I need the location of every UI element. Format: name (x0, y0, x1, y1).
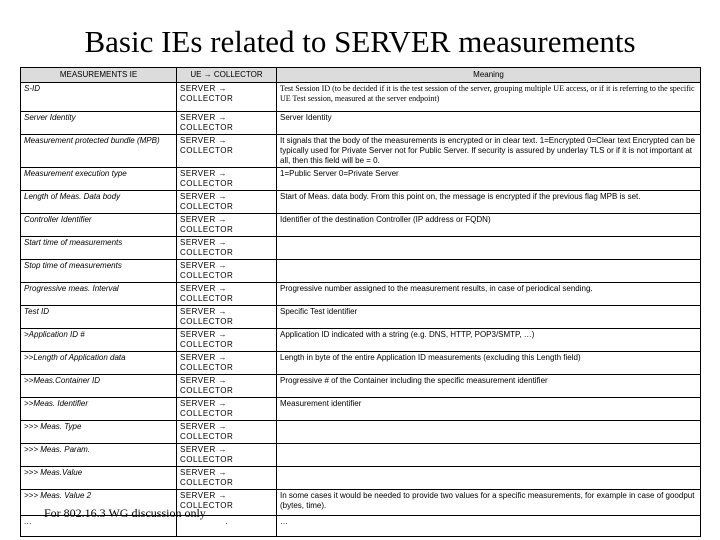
direction-cell: SERVER → COLLECTOR (177, 260, 277, 283)
table-row (21, 467, 701, 490)
meaning-cell: Progressive # of the Container including the specific measurement identifier (277, 375, 701, 398)
direction-cell: SERVER → COLLECTOR (177, 168, 277, 191)
meaning-cell (277, 237, 701, 260)
meaning-cell: Identifier of the destination Controller (IP address or FQDN) (277, 214, 701, 237)
ie-cell: Server Identity (21, 112, 177, 135)
ie-cell: Start time of measurements (21, 237, 177, 260)
meaning-cell: Measurement identifier (277, 398, 701, 421)
meaning-cell (277, 444, 701, 467)
meaning-cell (277, 260, 701, 283)
direction-cell: SERVER → COLLECTOR (177, 444, 277, 467)
meaning-cell: Length in byte of the entire Application ID measurements (excluding this Length field) (277, 352, 701, 375)
table-row (21, 444, 701, 467)
direction-cell: SERVER → COLLECTOR (177, 83, 277, 112)
ie-cell: >Application ID # (21, 329, 177, 352)
direction-cell: SERVER → COLLECTOR (177, 112, 277, 135)
server-ie-table (20, 67, 701, 537)
ie-cell: Progressive meas. Interval (21, 283, 177, 306)
direction-cell: SERVER → COLLECTOR (177, 398, 277, 421)
table-row (21, 237, 701, 260)
table-row (21, 352, 701, 375)
direction-cell: SERVER → COLLECTOR (177, 237, 277, 260)
meaning-cell (277, 421, 701, 444)
ie-cell: Controller Identifier (21, 214, 177, 237)
ie-cell: >>Length of Application data (21, 352, 177, 375)
table-row (21, 168, 701, 191)
table-row (21, 375, 701, 398)
table-row (21, 421, 701, 444)
table-row (21, 398, 701, 421)
ie-cell: Measurement execution type (21, 168, 177, 191)
ie-cell: >>> Meas.Value (21, 467, 177, 490)
header-measurements-ie: MEASUREMENTS IE (21, 68, 177, 83)
header-direction: UE → COLLECTOR (177, 68, 277, 83)
table-row (21, 83, 701, 112)
table-row (21, 306, 701, 329)
table-row (21, 112, 701, 135)
ie-cell: … (21, 516, 177, 537)
table-row (21, 214, 701, 237)
meaning-cell: It signals that the body of the measurements is encrypted or in clear text. 1=Encrypted 0=Clear text Encrypted can be typically used for Private Server not for Public Server. If security is assured by underlay TLS or if it is not important at all, then this field will be = 0. (277, 135, 701, 168)
ie-cell: >>Meas. Identifier (21, 398, 177, 421)
meaning-cell: 1=Public Server 0=Private Server (277, 168, 701, 191)
meaning-cell: Application ID indicated with a string (e.g. DNS, HTTP, POP3/SMTP, …) (277, 329, 701, 352)
direction-cell: SERVER → COLLECTOR (177, 191, 277, 214)
ie-cell: Stop time of measurements (21, 260, 177, 283)
direction-cell: SERVER → COLLECTOR (177, 306, 277, 329)
meaning-cell: Progressive number assigned to the measurement results, in case of periodical sending. (277, 283, 701, 306)
direction-cell: SERVER → COLLECTOR (177, 375, 277, 398)
direction-cell: SERVER → COLLECTOR (177, 214, 277, 237)
table-row (21, 329, 701, 352)
direction-cell: SERVER → COLLECTOR (177, 329, 277, 352)
table-row (21, 191, 701, 214)
ie-cell: Measurement protected bundle (MPB) (21, 135, 177, 168)
meaning-cell: In some cases it would be needed to provide two values for a specific measurements, for example in case of goodput (bytes, time). (277, 490, 701, 516)
meaning-cell: Server Identity (277, 112, 701, 135)
page-title: Basic IEs related to SERVER measurements (84, 24, 636, 59)
ie-cell: >>> Meas. Type (21, 421, 177, 444)
header-meaning: Meaning (277, 68, 701, 83)
direction-cell: SERVER → COLLECTOR (177, 421, 277, 444)
table-header-row (21, 68, 701, 83)
ie-cell: >>Meas.Container ID (21, 375, 177, 398)
table-row (21, 135, 701, 168)
footer-note: For 802.16.3 WG discussion only (44, 506, 206, 520)
ie-cell: S-ID (21, 83, 177, 112)
ie-cell: Length of Meas. Data body (21, 191, 177, 214)
ie-cell: Test ID (21, 306, 177, 329)
ie-cell: >>> Meas. Param. (21, 444, 177, 467)
direction-cell: SERVER → COLLECTOR (177, 135, 277, 168)
meaning-cell: … (277, 516, 701, 537)
meaning-cell: Start of Meas. data body. From this point on, the message is encrypted if the previous flag MPB is set. (277, 191, 701, 214)
table-row (21, 260, 701, 283)
meaning-cell: Specific Test identifier (277, 306, 701, 329)
direction-cell: SERVER → COLLECTOR (177, 490, 277, 516)
direction-cell: SERVER → COLLECTOR (177, 467, 277, 490)
direction-cell: SERVER → COLLECTOR (177, 352, 277, 375)
table-row (21, 283, 701, 306)
direction-cell: SERVER → COLLECTOR (177, 283, 277, 306)
direction-cell: . (177, 516, 277, 537)
ie-cell: >>> Meas. Value 2 (21, 490, 177, 516)
meaning-cell: Test Session ID (to be decided if it is the test session of the server, grouping multiple UE access, or if it is referring to the specific UE Test session, measured at the server endpoint) (277, 83, 701, 112)
meaning-cell (277, 467, 701, 490)
